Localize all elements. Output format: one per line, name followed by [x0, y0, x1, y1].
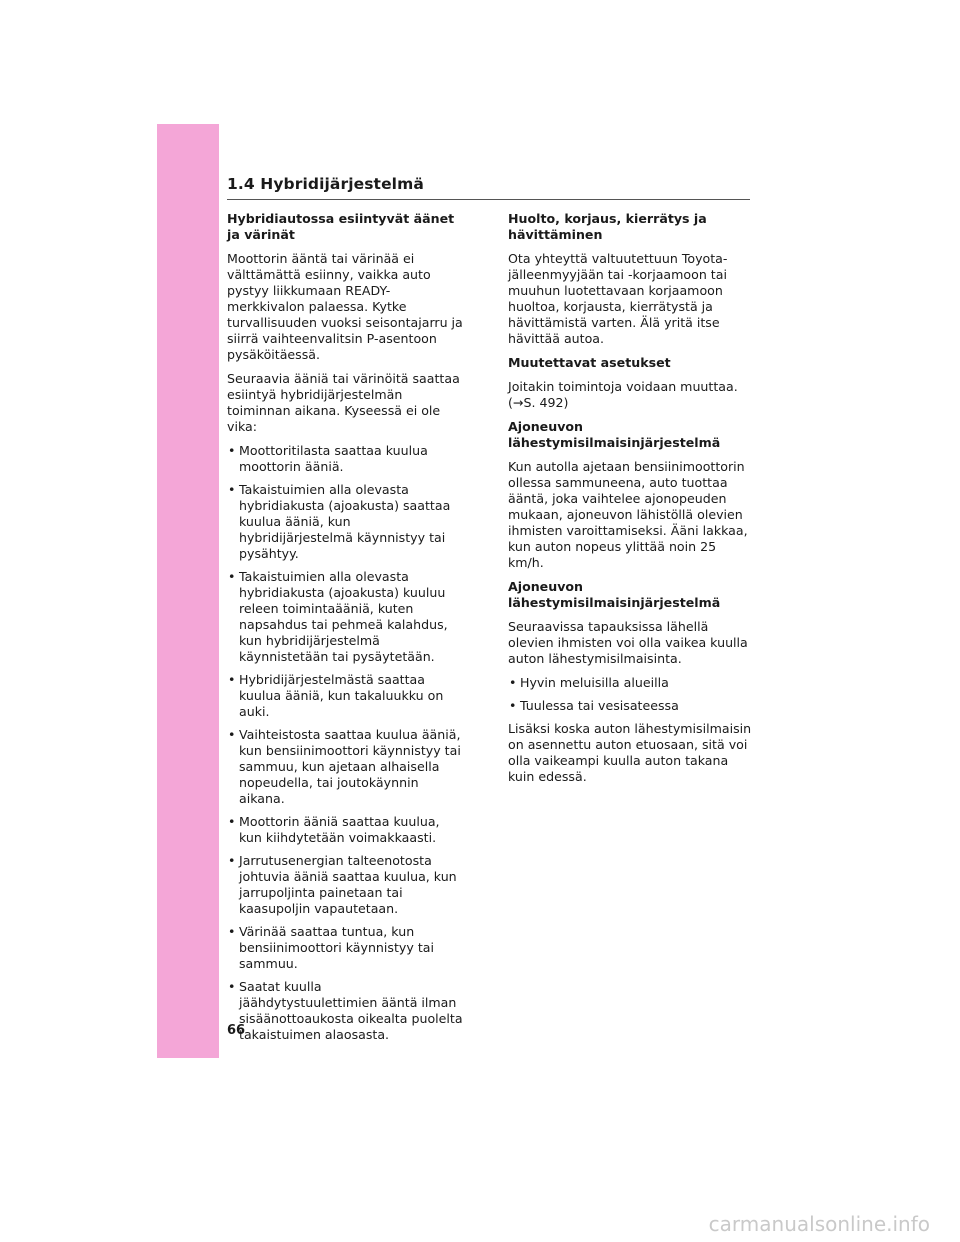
list-item: • Saatat kuulla jäähdytystuulettimien ääntä ilman sisäänottoaukosta oikealta puolelta takaistuimen alaosasta. — [227, 979, 463, 1043]
proximity-text-2: Seuraavissa tapauksissa lähellä olevien ihmisten voi olla vaikea kuulla auton lähestymisilmaisinta. — [508, 619, 748, 666]
proximity-heading-1-line2: lähestymisilmaisinjärjestelmä — [508, 435, 721, 450]
service-heading: Huolto, korjaus, kierrätys ja hävittäminen — [508, 211, 707, 242]
section-title: 1.4 Hybridijärjestelmä — [227, 175, 424, 193]
list-item: • Takaistuimien alla olevasta hybridiakusta (ajoakusta) saattaa kuulua ääniä, kun hybridijärjestelmä käynnistyy tai pysähtyy. — [227, 482, 463, 562]
proximity-heading-1-line1: Ajoneuvon — [508, 419, 584, 434]
header-divider — [227, 199, 750, 200]
list-item: • Moottoritilasta saattaa kuulua moottorin ääniä. — [227, 443, 463, 475]
left-column — [227, 211, 463, 1050]
right-column — [508, 211, 753, 793]
watermark-text: carmanualsonline.info — [708, 1212, 930, 1236]
proximity-heading-2-line2: lähestymisilmaisinjärjestelmä — [508, 595, 721, 610]
proximity-text-1: Kun autolla ajetaan bensiinimoottorin ollessa sammuneena, auto tuottaa ääntä, joka vaihtelee ajonopeuden mukaan, ajoneuvon lähistöllä olevien ihmisten varoittamiseksi. Ääni lakkaa, kun auton nopeus ylittää noin 25 km/h. — [508, 459, 748, 570]
settings-text — [508, 379, 753, 411]
noise-paragraph-1: Moottorin ääntä tai värinää ei välttämättä esiinny, vaikka auto pystyy liikkumaan READY-merkkivalon palaessa. Kytke turvallisuuden vuoksi seisontajarru ja siirrä vaihteenvalitsin P-asentoon pysäköitäessä. — [227, 251, 463, 362]
proximity-heading-1 — [508, 419, 753, 451]
noise-vibration-heading: Hybridiautossa esiintyvät äänet ja värinät — [227, 211, 455, 242]
list-item: • Vaihteistosta saattaa kuulua ääniä, kun bensiinimoottori käynnistyy tai sammuu, kun ajetaan alhaisella nopeudella, tai joutokäynnin aikana. — [227, 727, 463, 807]
list-item: • Tuulessa tai vesisateessa — [508, 698, 753, 714]
noise-bullet-list — [227, 443, 463, 1043]
page-reference-link[interactable]: (→S. 492) — [508, 395, 569, 410]
service-text: Ota yhteyttä valtuutettuun Toyota-jälleenmyyjään tai -korjaamoon tai muuhun luotettavaan korjaamoon huoltoa, korjausta, kierrätystä ja hävittämistä varten. Älä yritä itse hävittää autoa. — [508, 251, 728, 346]
proximity-bullet-list — [508, 675, 753, 714]
section-color-tab — [157, 124, 219, 1058]
list-item: • Värinää saattaa tuntua, kun bensiinimoottori käynnistyy tai sammuu. — [227, 924, 463, 972]
page-number: 66 — [227, 1023, 246, 1038]
proximity-heading-2-line1: Ajoneuvon — [508, 579, 584, 594]
list-item: • Takaistuimien alla olevasta hybridiakusta (ajoakusta) kuuluu releen toimintaääniä, kuten napsahdus tai pehmeä kalahdus, kun hybridijärjestelmä käynnistetään tai pysäytetään. — [227, 569, 463, 665]
proximity-heading-2 — [508, 579, 753, 611]
settings-heading: Muutettavat asetukset — [508, 355, 671, 370]
proximity-text-3: Lisäksi koska auton lähestymisilmaisin on asennettu auton etuosaan, sitä voi olla vaikeampi kuulla auton takana kuin edessä. — [508, 721, 752, 784]
list-item: • Hybridijärjestelmästä saattaa kuulua ääniä, kun takaluukku on auki. — [227, 672, 463, 720]
noise-paragraph-2: Seuraavia ääniä tai värinöitä saattaa esiintyä hybridijärjestelmän toiminnan aikana. Kyseessä ei ole vika: — [227, 371, 460, 434]
list-item: • Jarrutusenergian talteenotosta johtuvia ääniä saattaa kuulua, kun jarrupoljinta painetaan tai kaasupoljin vapautetaan. — [227, 853, 463, 917]
settings-description: Joitakin toimintoja voidaan muuttaa. — [508, 379, 738, 394]
list-item: • Moottorin ääniä saattaa kuulua, kun kiihdytetään voimakkaasti. — [227, 814, 463, 846]
list-item: • Hyvin meluisilla alueilla — [508, 675, 753, 691]
